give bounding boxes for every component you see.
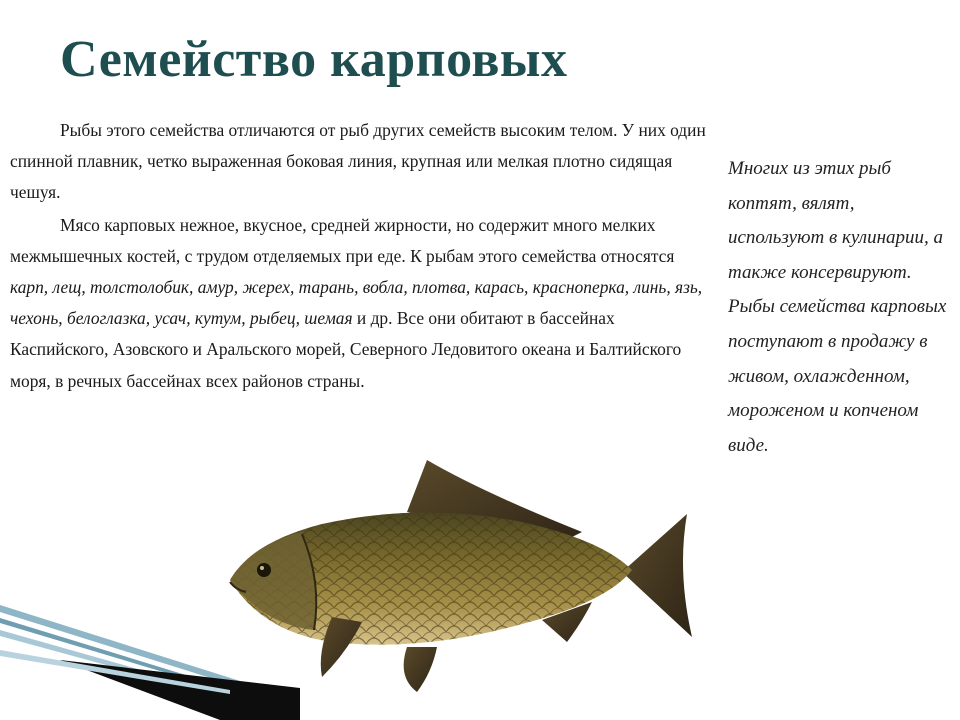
side-note-text: Многих из этих рыб коптят, вялят, используют в кулинарии, а также консервируют. Рыбы семейства карповых поступают в продажу в живом, охлажденном, мороженом и копченом виде. <box>728 158 947 456</box>
paragraph-1: Рыбы этого семейства отличаются от рыб других семейств высоким телом. У них один спинной плавник, четко выраженная боковая линия, крупная или мелкая плотно сидящая чешуя. <box>10 120 706 203</box>
paragraph-2-start: Мясо карповых нежное, вкусное, средней жирности, но содержит много мелких межмышечных костей, с трудом отделяемых при еде. К рыбам этого семейства относятся <box>10 214 675 266</box>
paragraph-2-end: и др. Все они обитают в бассейнах Каспийского, Азовского и Аральского морей, Северного Ледовитого океана и Балтийского моря, в речных бассейнах всех районов страны. <box>10 308 682 391</box>
fish-species-list: карп, лещ, толстолобик, амур, жерех, тарань, вобла, плотва, карась, красноперка, линь, язь, чехонь, белоглазка, усач, кутум, рыбец, шемая <box>10 277 703 329</box>
page-title: Семейство карповых <box>60 31 568 88</box>
carp-fish-image <box>222 452 696 697</box>
main-text <box>10 115 710 397</box>
paragraph-2 <box>10 210 710 397</box>
side-note <box>728 152 948 463</box>
